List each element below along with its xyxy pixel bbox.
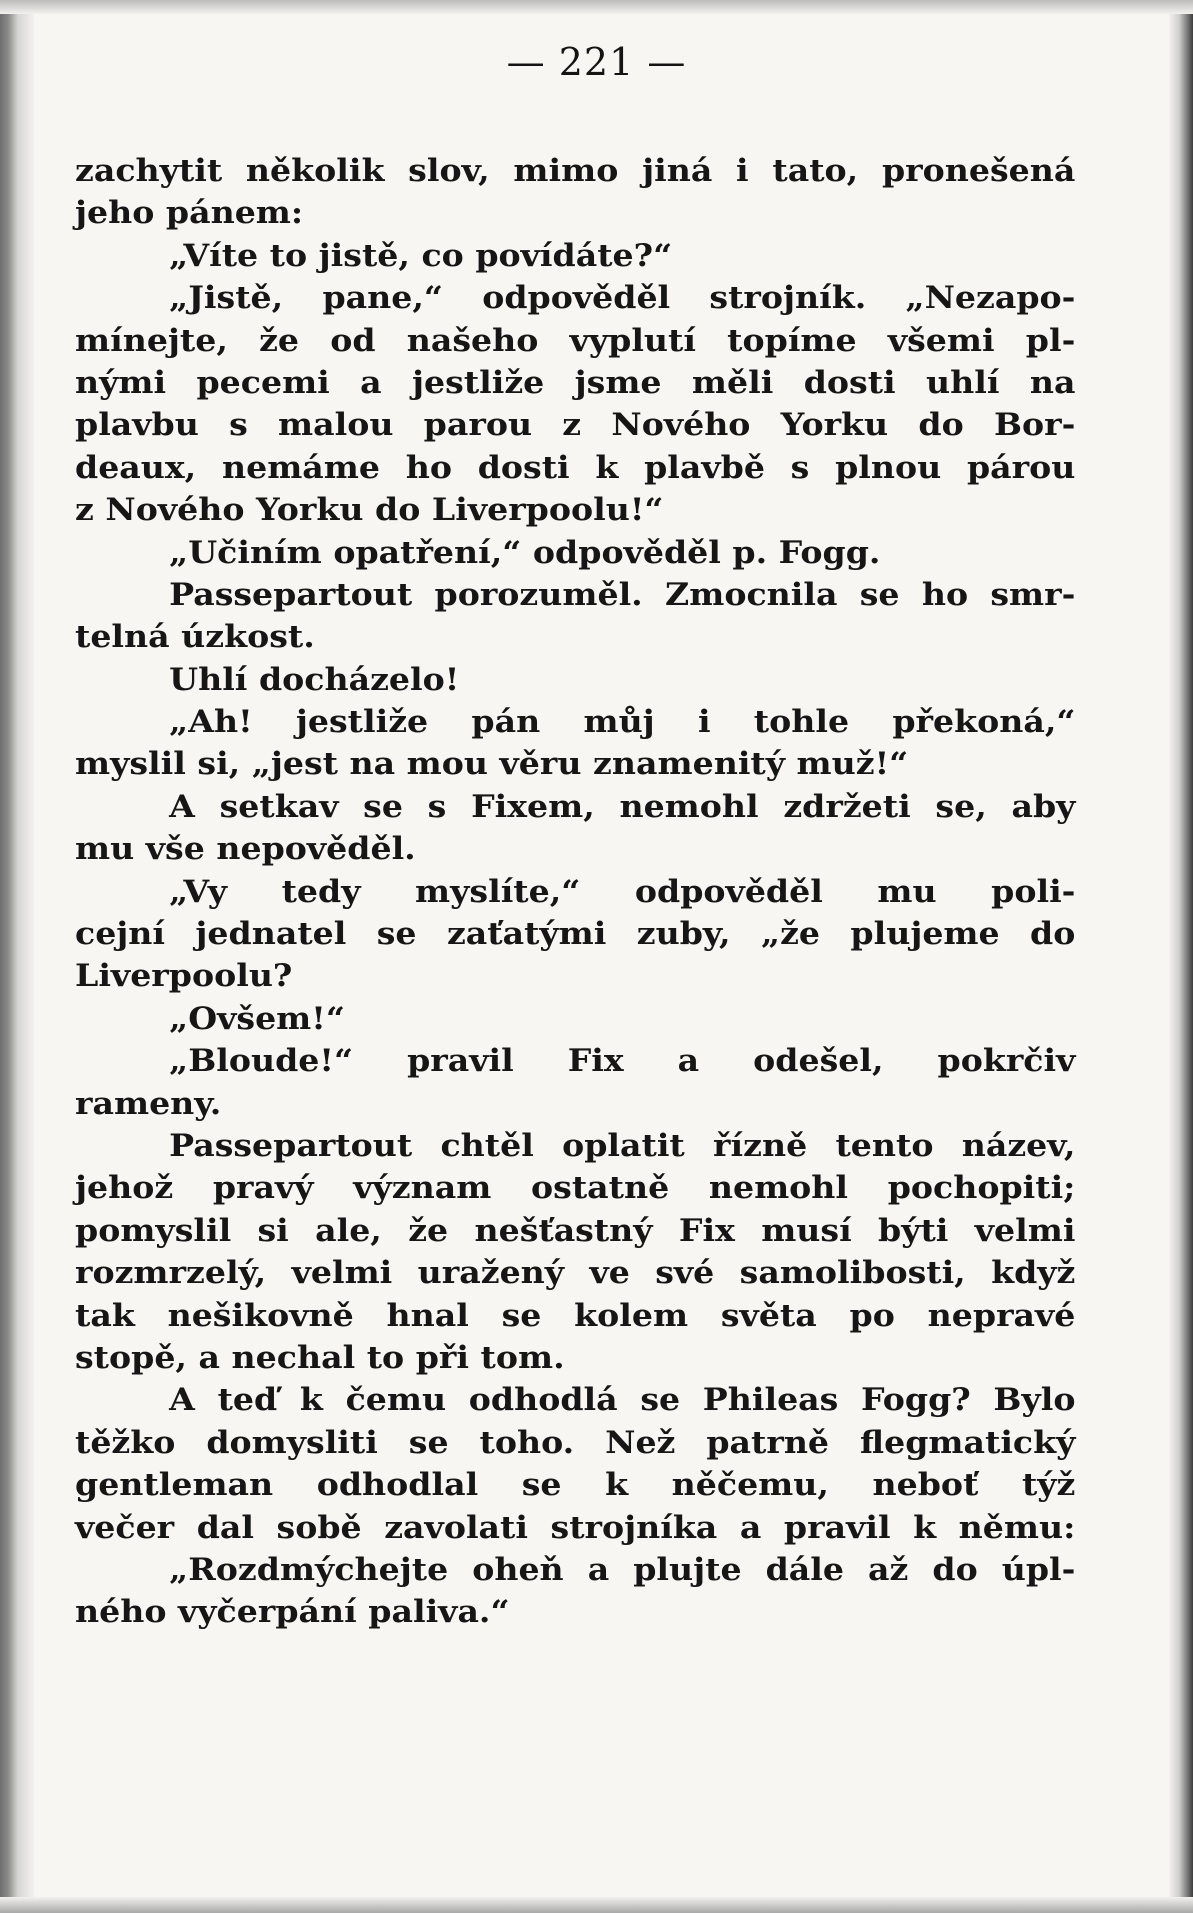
text-line: gentleman odhodlal se k něčemu, neboť týž xyxy=(75,1467,1076,1504)
text-line: rozmrzelý, velmi uražený ve své samolibosti, když xyxy=(75,1255,1076,1292)
text-line: Passepartout chtěl oplatit řízně tento název, xyxy=(169,1127,1076,1164)
text-line: „Vy tedy myslíte,“ odpověděl mu poli- xyxy=(169,873,1076,910)
text-line: „Rozdmýchejte oheň a plujte dále až do úpl- xyxy=(169,1551,1076,1588)
text-line: večer dal sobě zavolati strojníka a pravil k němu: xyxy=(75,1509,1076,1546)
text-line: z Nového Yorku do Liverpoolu!“ xyxy=(75,492,664,529)
text-line: Liverpoolu? xyxy=(75,958,293,995)
page-right-edge xyxy=(1169,0,1193,1913)
text-line: A setkav se s Fixem, nemohl zdržeti se, aby xyxy=(169,788,1076,825)
text-line: zachytit několik slov, mimo jiná i tato, pronešená xyxy=(75,153,1076,189)
text-line: jehož pravý význam ostatně nemohl pochopiti; xyxy=(75,1170,1076,1207)
text-line: Passepartout porozuměl. Zmocnila se ho smr- xyxy=(169,576,1076,613)
text-line: jeho pánem: xyxy=(75,195,304,232)
text-line: telná úzkost. xyxy=(75,619,315,656)
text-line: Uhlí docházelo! xyxy=(169,661,460,698)
text-line: „Ovšem!“ xyxy=(169,1000,345,1037)
text-line: těžko domysliti se toho. Než patrně flegmatický xyxy=(75,1424,1076,1461)
text-line: ného vyčerpání paliva.“ xyxy=(75,1594,510,1631)
page-left-edge xyxy=(0,0,34,1913)
text-line: pomyslil si ale, že nešťastný Fix musí býti velmi xyxy=(75,1212,1076,1249)
page-body-text xyxy=(75,150,1075,1634)
text-line: deaux, nemáme ho dosti k plavbě s plnou párou xyxy=(75,449,1076,486)
text-line: mu vše nepověděl. xyxy=(75,831,416,868)
text-line: cejní jednatel se zaťatými zuby, „že plujeme do xyxy=(75,916,1076,953)
text-line: stopě, a nechal to při tom. xyxy=(75,1339,565,1376)
text-line: myslil si, „jest na mou věru znamenitý muž!“ xyxy=(75,746,909,783)
text-line: A teď k čemu odhodlá se Phileas Fogg? Bylo xyxy=(169,1382,1076,1419)
text-line: rameny. xyxy=(75,1085,222,1122)
text-line: plavbu s malou parou z Nového Yorku do Bor- xyxy=(75,407,1076,444)
text-line: mínejte, že od našeho vyplutí topíme všemi pl- xyxy=(75,322,1076,359)
page-number: — 221 — xyxy=(506,40,687,84)
text-line: tak nešikovně hnal se kolem světa po nepravé xyxy=(75,1297,1076,1334)
text-line: „Učiním opatření,“ odpověděl p. Fogg. xyxy=(169,534,881,571)
text-line: „Ah! jestliže pán můj i tohle překoná,“ xyxy=(169,704,1076,741)
text-line: „Víte to jistě, co povídáte?“ xyxy=(169,237,673,274)
text-line: „Jistě, pane,“ odpověděl strojník. „Nezapo- xyxy=(169,280,1076,317)
page-bottom-edge xyxy=(0,1897,1193,1913)
page-top-edge xyxy=(0,0,1193,14)
text-line: nými pecemi a jestliže jsme měli dosti uhlí na xyxy=(75,364,1076,401)
text-line: „Bloude!“ pravil Fix a odešel, pokrčiv xyxy=(169,1043,1076,1080)
